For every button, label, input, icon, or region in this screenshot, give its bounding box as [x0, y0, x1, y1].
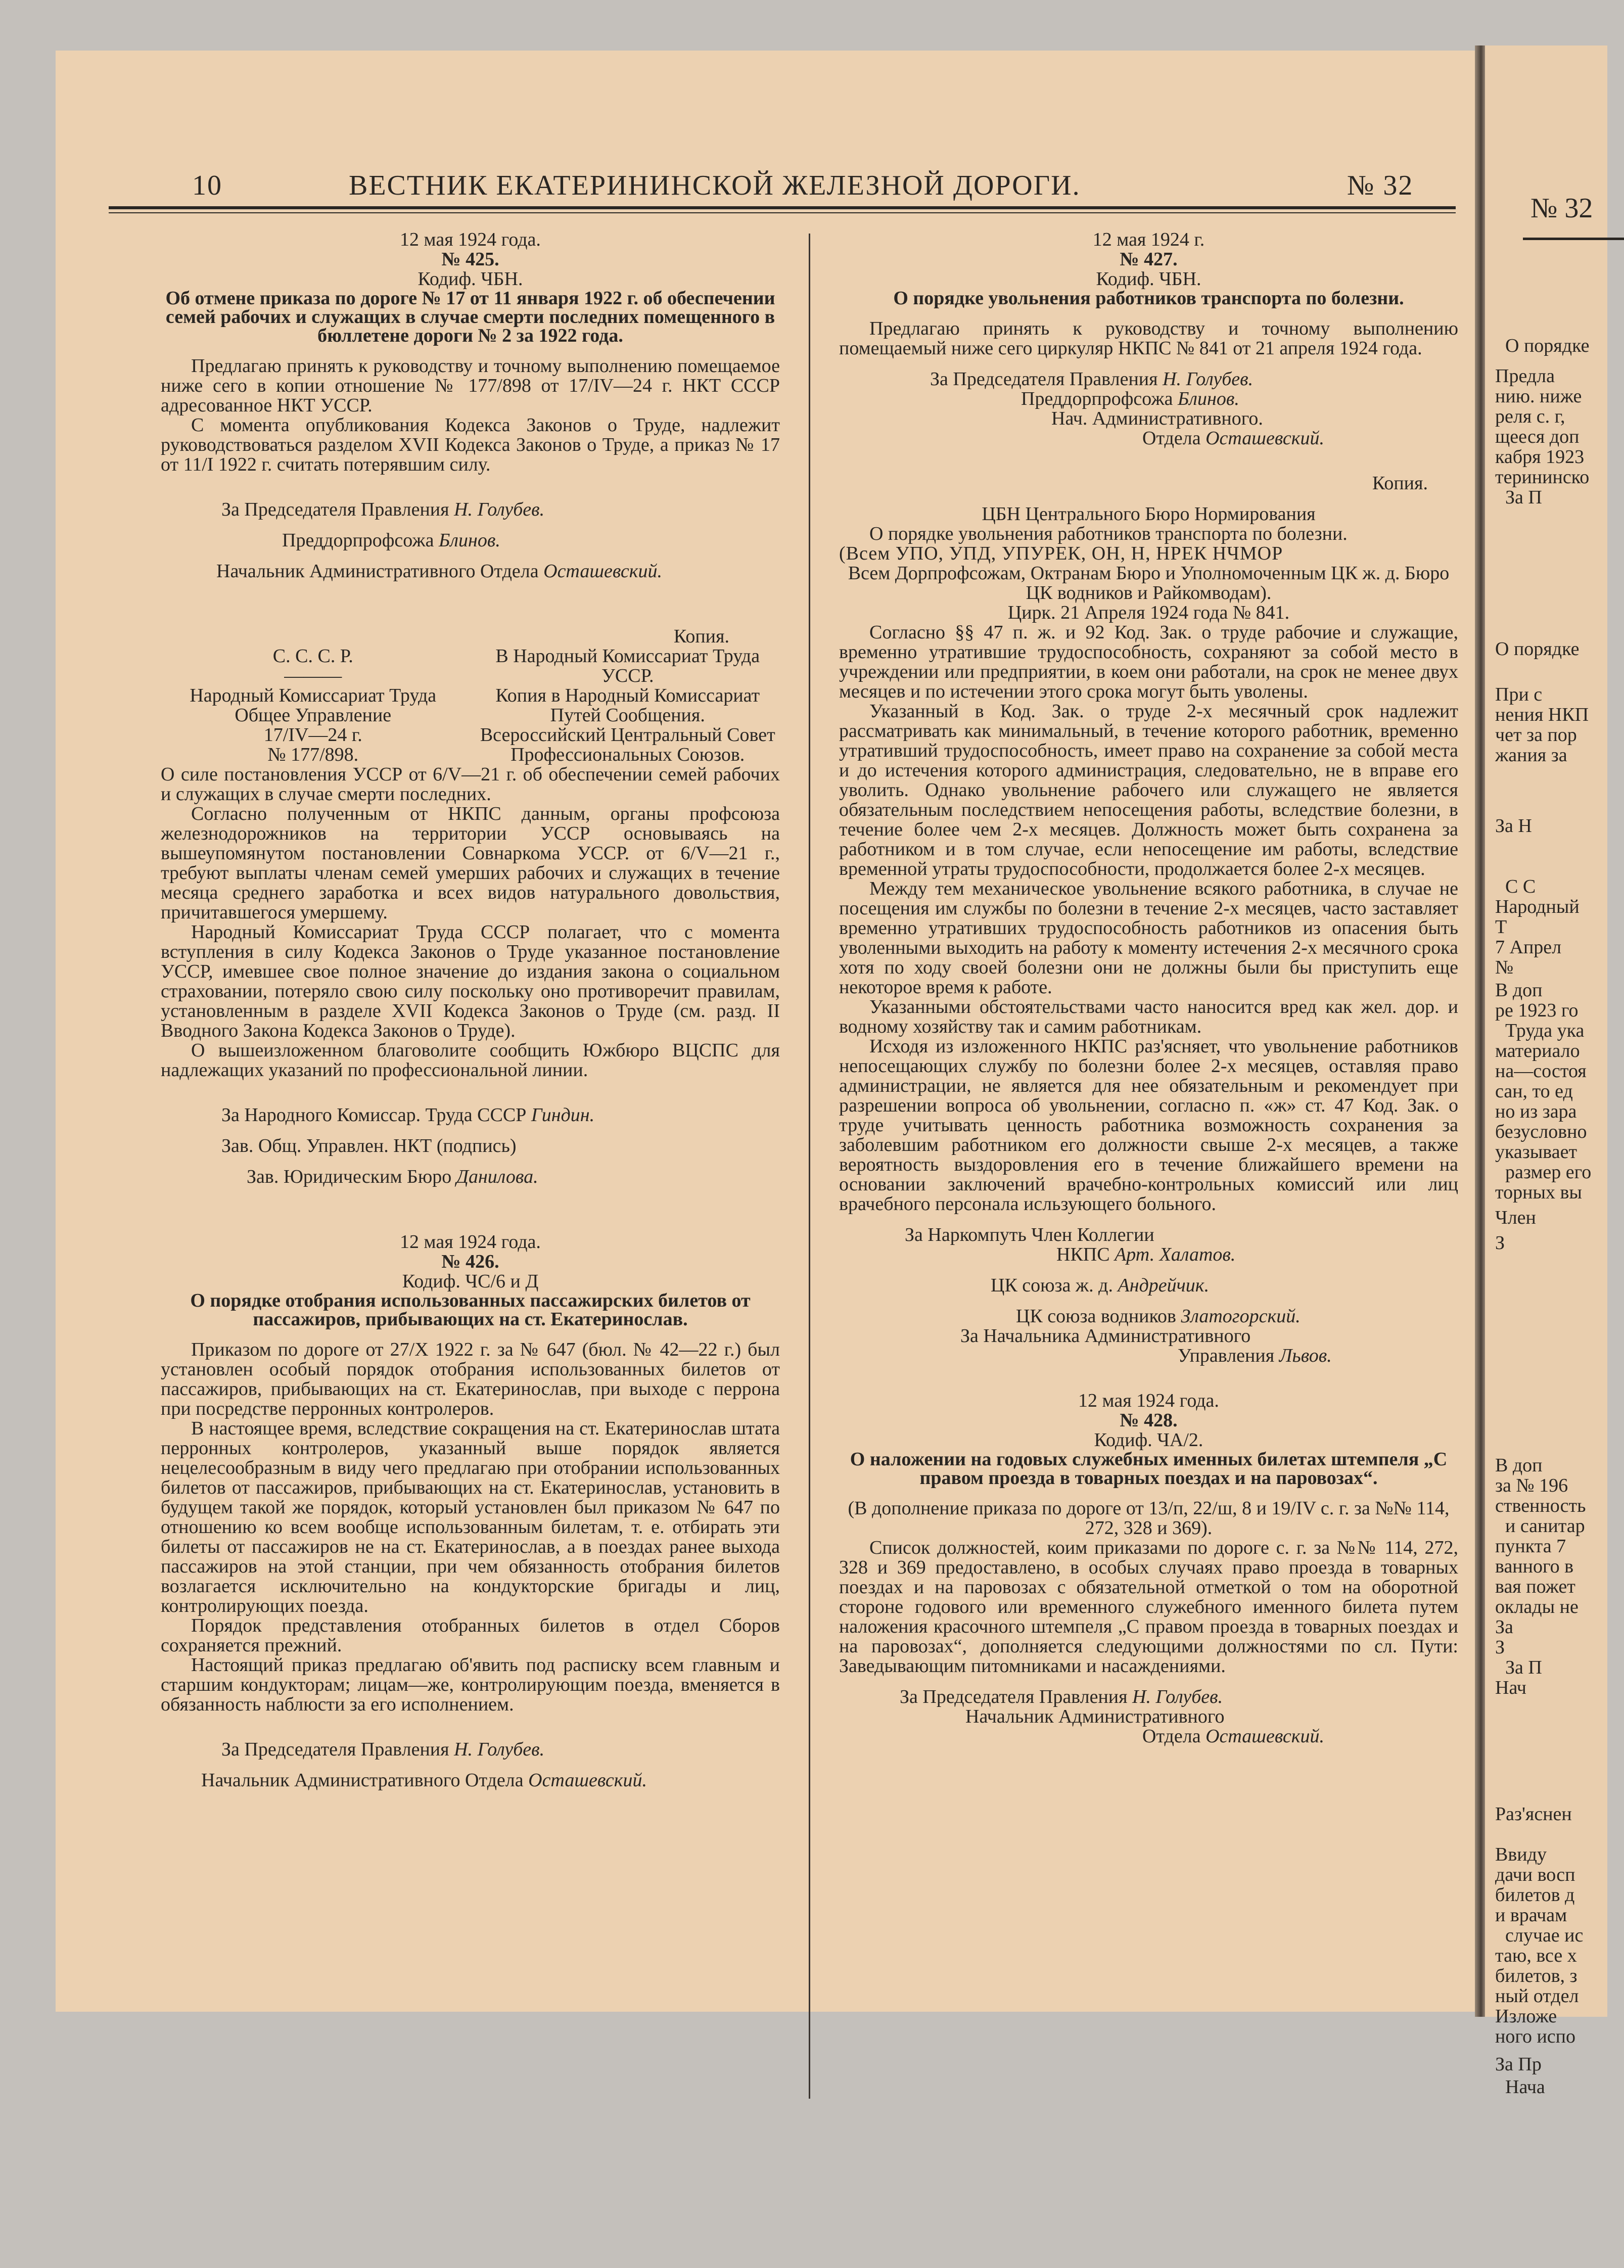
order-note: (В дополнение приказа по дороге от 13/п, 22/ш, 8 и 19/IV с. г. за №№ 114, 272, 328 и 369). [848, 1498, 1450, 1539]
right-column [839, 230, 1458, 1746]
next-page-header: № 32 [1530, 193, 1593, 224]
order-code: Кодиф. ЧС/6 и Д [402, 1271, 539, 1292]
next-page-text-line: случае ис [1505, 1925, 1584, 1946]
order-428 [839, 1391, 1458, 1746]
next-page-rule [1523, 238, 1624, 240]
paragraph: Порядок представления отобранных билетов в отдел Сборов сохраняется прежний. [161, 1615, 780, 1656]
next-page-text-line: но из зара [1495, 1101, 1577, 1122]
next-page-text-line: О порядке [1495, 638, 1580, 660]
letter-header-line: С. С. С. Р. [272, 645, 353, 667]
next-page-text-line: билетов, з [1495, 1965, 1577, 1986]
order-code: Кодиф. ЧБН. [417, 268, 523, 290]
paragraph: Список должностей, коим приказами по дороге с. г. за №№ 114, 272, 328 и 369 предоставлено, в особых случаях право проезда в товарных поездах и на паровозах с обязательной отметкой о том на оборотной стороне годового или временного служебного именного билета путем наложения красочного штемпеля „С правом проезда в товарных поездах и на паровозах“, дополняется следующими должностями по сл. Пути: Заведывающим питомниками и насаждениями. [839, 1537, 1458, 1677]
next-page-text-line: безусловно [1495, 1121, 1587, 1142]
next-page-text-line: ре 1923 го [1495, 1000, 1579, 1021]
next-page-text-line: З [1495, 1637, 1505, 1658]
next-page-text-line: ственность [1495, 1495, 1586, 1516]
header-rule-thin [109, 212, 1456, 213]
next-page-text-line: Т [1495, 916, 1507, 938]
signature: За Председателя Правления Н. Голубев. [930, 368, 1254, 390]
next-page-text-line: При с [1495, 684, 1543, 705]
signature: За Начальника Административного [960, 1325, 1251, 1347]
letter-subject: О порядке увольнения работников транспорта по болезни. [869, 523, 1348, 544]
order-date: 12 мая 1924 года. [400, 1231, 541, 1253]
letter-header [161, 646, 780, 765]
next-page-text-line: оклады не [1495, 1596, 1579, 1617]
next-page-text-line: и врачам [1495, 1905, 1567, 1926]
order-title: О наложении на годовых служебных именных билетах штемпеля „С правом проезда в товарных поездах и на паровозах“. [850, 1449, 1448, 1489]
addressee: Копия в Народный Комиссариат Путей Сообщения. [495, 685, 760, 726]
next-page-text-line: на—состоя [1495, 1060, 1587, 1082]
signature: Зав. Общ. Управлен. НКТ (подпись) [221, 1135, 517, 1156]
addressee: В Народный Комиссариат Труда УССР. [495, 645, 760, 686]
next-page-text-line: таю, все х [1495, 1945, 1577, 1966]
next-page-text-line: указывает [1495, 1141, 1577, 1163]
header-rule [109, 206, 1456, 209]
order-code: Кодиф. ЧА/2. [1094, 1429, 1203, 1451]
next-page-text-line: нения НКП [1495, 704, 1589, 725]
order-code: Кодиф. ЧБН. [1096, 268, 1201, 290]
signature: Зав. Юридическим Бюро Данилова. [247, 1166, 538, 1187]
paragraph: Народный Комиссариат Труда СССР полагает, что с момента вступления в силу Кодекса Законов о Труде указанное постановление УССР, имевшее свое полное значение до издания закона о социальном страховании, потеряло свою силу поскольку оно противоречит правилам, установленным в разделе XVII Кодекса Законов о Труде (см. разд. II Вводного Закона Кодекса Законов о Труде). [161, 921, 780, 1041]
paragraph: О вышеизложенном благоволите сообщить Южбюро ВЦСПС для надлежащих указаний по профессиональной линии. [161, 1040, 780, 1081]
order-title: О порядке увольнения работников транспорта по болезни. [893, 288, 1404, 309]
next-page-text-line: В доп [1495, 1455, 1543, 1476]
signature: Отдела Осташевский. [1142, 428, 1324, 449]
copy-mark: Копия. [673, 626, 729, 647]
next-page-text-line: кабря 1923 [1495, 446, 1585, 468]
paragraph: Приказом по дороге от 27/X 1922 г. за № 647 (бюл. № 42—22 г.) был установлен особый порядок отобрания использованных билетов от пассажиров, прибывающих на ст. Екатеринослав, при выходе с перрона при посредстве перронных контролеров. [161, 1339, 780, 1419]
next-page-text-line: Народный [1495, 896, 1580, 917]
signature: ЦК союза ж. д. Андрейчик. [991, 1275, 1210, 1296]
paragraph: Предлагаю принять к руководству и точному выполнению помещаемое ниже сего в копии отношение № 177/898 от 17/IV—24 г. НКТ СССР адресованное НКТ УССР. [161, 355, 780, 416]
addressee: Всероссийский Центральный Совет Профессиональных Союзов. [480, 724, 775, 765]
next-page-text-line: за № 196 [1495, 1475, 1568, 1496]
letter-subject: О силе постановления УССР от 6/V—21 г. об обеспечении семей рабочих и служащих в случае смерти последних. [161, 764, 780, 805]
signature: Отдела Осташевский. [1142, 1726, 1324, 1747]
signature: НКПС Арт. Халатов. [1056, 1244, 1236, 1265]
order-date: 12 мая 1924 г. [1092, 229, 1205, 250]
next-page-text-line: Изложе [1495, 2006, 1557, 2027]
letter-header-line: № 177/898. [267, 744, 359, 765]
next-page-text-line: материало [1495, 1040, 1580, 1061]
circular-number: Цирк. 21 Апреля 1924 года № 841. [1007, 602, 1290, 623]
paragraph: В настоящее время, вследствие сокращения на ст. Екатеринослав штата перронных контролеров, указанный выше порядок является нецелесообразным в виду чего предлагаю при отобрании использованных билетов от пассажиров, прибывающих на ст. Екатеринослав, установить в будущем такой же порядок, который установлен был приказом № 647 по отношению ко всем вообще использованным билетам, т. е. отбирать эти билеты от пассажиров не на ст. Екатеринослав, а в поездах ранее выхода пассажиров на этой станции, при чем обязанность отобрания билетов возлагается исключительно на кондукторские бригады и лиц, контролирующих поезда. [161, 1418, 780, 1616]
order-number: № 427. [1120, 249, 1178, 270]
next-page-text-line: Нача [1505, 2076, 1545, 2098]
order-425 [161, 230, 780, 1187]
order-number: № 425. [441, 249, 499, 270]
next-page-text-line: чет за пор [1495, 724, 1577, 746]
signature: Начальник Административного [965, 1706, 1225, 1727]
letter-header-line: ——— [284, 665, 342, 686]
next-page-text-line: и санитар [1505, 1515, 1585, 1537]
next-page-text-line: За Пр [1495, 2054, 1542, 2075]
order-date: 12 мая 1924 года. [400, 229, 541, 250]
left-column [161, 230, 780, 1790]
signature: За Наркомпуть Член Коллегии [905, 1224, 1154, 1245]
signature: Начальник Административного Отдела Осташевский. [216, 561, 663, 582]
next-page-text-line: ного испо [1495, 2026, 1576, 2047]
letter-header-line: 17/IV—24 г. [263, 724, 362, 746]
next-page-text-line: сан, то ед [1495, 1081, 1573, 1102]
next-page-text-line: 7 Апрел [1495, 937, 1562, 958]
signature: Нач. Административного. [1051, 408, 1263, 429]
next-page-text-line: терининско [1495, 467, 1590, 488]
next-page-text-line: Раз'яснен [1495, 1803, 1572, 1825]
signature: ЦК союза водников Златогорский. [1016, 1306, 1301, 1327]
next-page-text-line: За П [1505, 487, 1542, 508]
next-page-text-line: Труда ука [1505, 1020, 1585, 1041]
next-page-text-line: В доп [1495, 980, 1543, 1001]
issue-number: № 32 [1347, 170, 1414, 201]
next-page-text-line: вая пожет [1495, 1576, 1575, 1597]
addressees: Всем Дорпрофсожам, Октранам Бюро и Уполномоченным ЦК ж. д. Бюро ЦК водников и Райкомводам). [848, 563, 1450, 604]
next-page-text-line: пункта 7 [1495, 1536, 1566, 1557]
order-title: О порядке отобрания использованных пассажирских билетов от пассажиров, прибывающих на ст. Екатеринослав. [190, 1290, 751, 1330]
paragraph: Указанный в Код. Зак. о труде 2-х месячный срок надлежит рассматривать как минимальный, в течение которого работник, временно утративший трудоспособность, имеет право на сохранение за собой места и до истечения которого администрация, следовательно, не в вправе его уволить. Однако увольнение рабочего или служащего не является обязательным последствием непосещения работы, вследствие болезни, в течение более чем 2-х месяцев. Должность может быть сохранена за работником и в том случае, если непосещение им работы, вследствие временной утраты трудоспособности, продолжается более 2-х месяцев. [839, 701, 1458, 880]
next-page-fragment [1485, 45, 1607, 2098]
order-date: 12 мая 1924 года. [1078, 1390, 1219, 1411]
addressees: (Всем УПО, УПД, УПУРЕК, ОН, Н, НРЕК НЧМОР [839, 543, 1283, 564]
order-number: № 428. [1120, 1410, 1178, 1431]
paragraph: Согласно полученным от НКПС данным, органы профсоюза железнодорожников на территории УССР основываясь на вышеупомянутом постановлении Совнаркома УССР. от 6/V—21 г., требуют выплаты членам семей умерших рабочих и служащих в течение месяца среднего заработка и всех видов натурального довольствия, причитавшегося умершему. [161, 803, 780, 923]
signature: За Председателя Правления Н. Голубев. [221, 499, 545, 520]
paragraph: Предлагаю принять к руководству и точному выполнению помещаемый ниже сего циркуляр НКПС № 841 от 21 апреля 1924 года. [839, 318, 1458, 359]
next-page-text-line: О порядке [1505, 335, 1590, 356]
signature: Преддорпрофсожа Блинов. [1021, 388, 1239, 409]
next-page-text-line: размер его [1505, 1162, 1592, 1183]
order-427 [839, 230, 1458, 1366]
paragraph: Исходя из изложенного НКПС раз'ясняет, что увольнение работников непосещающих службу по болезни более 2-х месяцев, оставляя право администрации, не является для нее обязательным и рекомендует при разрешении вопроса об увольнении, согласно п. «ж» ст. 47 Код. Зак. о труде учитывать ценность работника возможность сохранения за заболевшим работником его должности свыше 2-х месяцев, а также вероятность выздоровления его в течение ближайшего времени на основании заключений врачебно-контрольных комиссий или лиц врачебного персонала исльзующего больного. [839, 1036, 1458, 1215]
paragraph: Настоящий приказ предлагаю об'явить под расписку всем главным и старшим кондукторам; лицам—же, контролирующим поезда, вменяется в обязанность наблюсти за его исполнением. [161, 1654, 780, 1715]
next-page-text-line: За П [1505, 1657, 1542, 1678]
next-page-text-line: щееся доп [1495, 426, 1580, 447]
paragraph: Указанными обстоятельствами часто наносится вред как жел. дор. и водному хозяйству так и самим работникам. [839, 996, 1458, 1037]
order-title: Об отмене приказа по дороге № 17 от 11 января 1922 г. об обеспечении семей рабочих и служащих в случае смерти последних помещенного в бюллетене дороги № 2 за 1922 года. [165, 288, 775, 346]
next-page-text-line: З [1495, 1232, 1505, 1254]
bureau-name: ЦБН Центрального Бюро Нормирования [982, 503, 1316, 525]
next-page-text-line: ванного в [1495, 1556, 1574, 1577]
letter-header-line: Народный Комиссариат Труда [190, 685, 437, 706]
next-page-text-line: Член [1495, 1207, 1536, 1228]
next-page-text-line: Предла [1495, 365, 1555, 387]
next-page-text-line: торных вы [1495, 1182, 1582, 1203]
paragraph: Согласно §§ 47 п. ж. и 92 Код. Зак. о труде рабочие и служащие, временно утратившие трудоспособность, сохраняют за собой место в учреждении или предприятии, в коем они работали, на срок не менее двух месяцев и по истечении этого срока могут быть уволены. [839, 622, 1458, 702]
paragraph: С момента опубликования Кодекса Законов о Труде, надлежит руководствоваться разделом XVII Кодекса Законов о Труде, а приказ № 17 от 11/I 1922 г. считать потерявшим силу. [161, 414, 780, 475]
copy-mark: Копия. [1372, 473, 1428, 494]
signature: За Народного Комиссар. Труда СССР Гиндин. [221, 1104, 595, 1126]
paragraph: Между тем механическое увольнение всякого работника, в случае не посещения им службы по болезни в течение 2-х месяцев, часто заставляет временно утративших трудоспособность работников из опасения быть уволенными выходить на работу к моменту истечения 2-х месячного срока хотя по ходу своей болезни они не должны были бы приступить еще некоторое время к работе. [839, 878, 1458, 998]
order-426 [161, 1232, 780, 1790]
next-page-text-line: жания за [1495, 745, 1567, 766]
next-page-text-line: Нач [1495, 1677, 1526, 1698]
next-page-text-line: реля с. г, [1495, 406, 1565, 427]
page-number: 10 [192, 170, 222, 201]
signature: Управления Львов. [1178, 1345, 1332, 1366]
next-page-text-line: № [1495, 957, 1514, 978]
page-title: ВЕСТНИК ЕКАТЕРИНИНСКОЙ ЖЕЛЕЗНОЙ ДОРОГИ. [349, 170, 1081, 201]
signature: За Председателя Правления Н. Голубев. [900, 1686, 1223, 1707]
next-page-text-line: За Н [1495, 815, 1532, 837]
next-page-text-line: За [1495, 1616, 1513, 1638]
letter-header-line: Общее Управление [235, 705, 392, 726]
signature: Начальник Административного Отдела Осташевский. [201, 1770, 647, 1791]
next-page-text-line: нию. ниже [1495, 386, 1582, 407]
signature: Преддорпрофсожа Блинов. [282, 530, 500, 551]
next-page-text-line: ный отдел [1495, 1985, 1579, 2007]
next-page-text-line: С С [1505, 876, 1536, 897]
next-page-text-line: билетов д [1495, 1884, 1575, 1906]
next-page-text-line: Ввиду [1495, 1844, 1547, 1865]
order-number: № 426. [441, 1251, 499, 1272]
next-page-text-line: дачи восп [1495, 1864, 1575, 1885]
signature: За Председателя Правления Н. Голубев. [221, 1739, 545, 1760]
column-divider [809, 234, 810, 2099]
